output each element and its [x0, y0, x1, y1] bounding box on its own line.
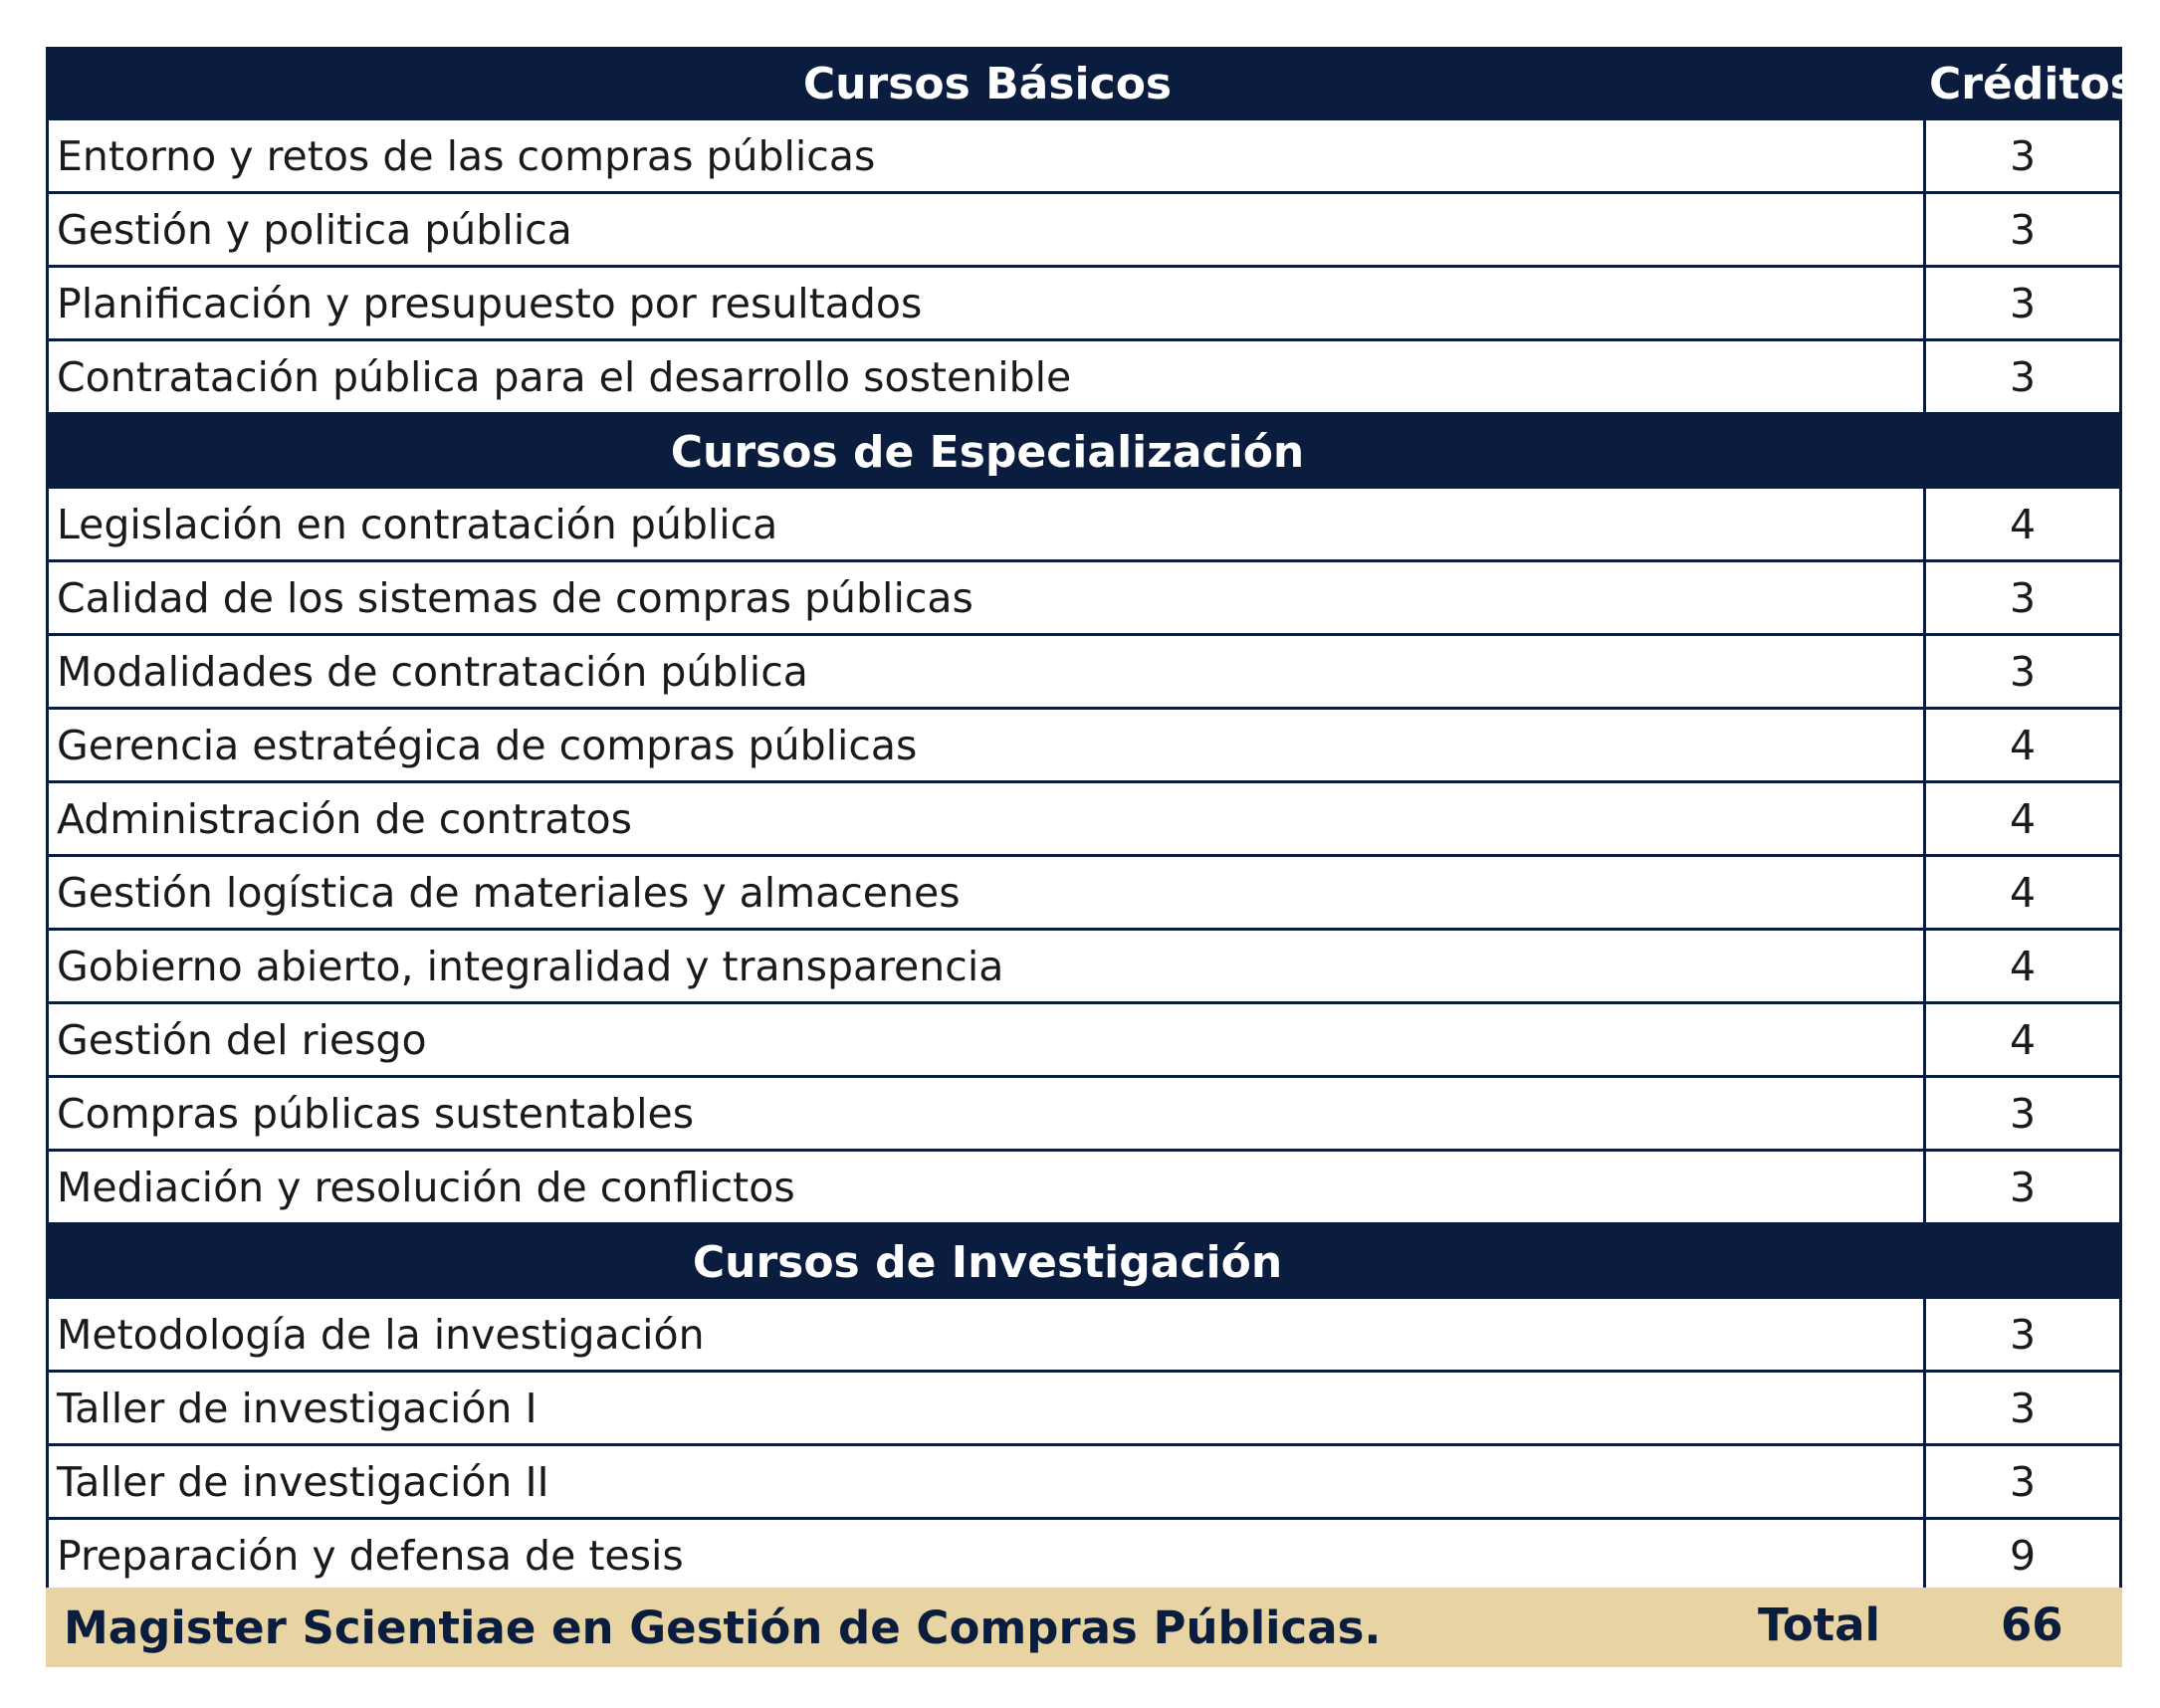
course-credits: 3: [2009, 573, 2037, 622]
course-row: [46, 1004, 2122, 1078]
course-row: [46, 562, 2122, 636]
course-name: Taller de investigación I: [49, 1373, 1926, 1443]
course-row: [46, 710, 2122, 783]
section-title: Cursos Básicos: [802, 58, 1173, 109]
course-row: [46, 857, 2122, 931]
course-row: [46, 341, 2122, 415]
credits-column-header: Créditos: [1929, 58, 2136, 109]
course-credits: 3: [2009, 1310, 2037, 1359]
course-credits: 3: [2009, 1163, 2037, 1211]
section-header-basicos: [46, 47, 2136, 120]
course-name: Entorno y retos de las compras públicas: [49, 120, 1926, 191]
course-credits: 3: [2009, 1384, 2037, 1432]
course-name: Gestión y politica pública: [49, 194, 1926, 265]
course-row: [46, 1520, 2122, 1594]
course-credits: 3: [2009, 647, 2037, 696]
course-row: [46, 1446, 2122, 1520]
degree-title: Magister Scientiae en Gestión de Compras Públicas.: [64, 1601, 1382, 1654]
course-name: Mediación y resolución de conflictos: [49, 1152, 1926, 1222]
course-row: [46, 1152, 2122, 1225]
course-credits: 3: [2009, 1089, 2037, 1138]
course-credits: 3: [2009, 131, 2037, 180]
course-row: [46, 268, 2122, 341]
degree-total-bar: [46, 1588, 2122, 1667]
course-credits: 3: [2009, 205, 2037, 254]
course-name: Gerencia estratégica de compras públicas: [49, 710, 1926, 780]
total-credits-value: 66: [2001, 1598, 2063, 1651]
course-credits: 4: [2009, 942, 2037, 990]
section-title: Cursos de Investigación: [692, 1236, 1283, 1288]
course-row: [46, 931, 2122, 1004]
course-credits: 3: [2009, 352, 2037, 401]
course-row: [46, 194, 2122, 268]
course-row: [46, 636, 2122, 710]
course-name: Contratación pública para el desarrollo sostenible: [49, 341, 1926, 412]
course-credits: 3: [2009, 279, 2037, 327]
course-credits: 4: [2009, 500, 2037, 548]
course-row: [46, 120, 2122, 194]
course-name: Compras públicas sustentables: [49, 1078, 1926, 1149]
course-name: Gestión del riesgo: [49, 1004, 1926, 1075]
course-name: Planificación y presupuesto por resultados: [49, 268, 1926, 338]
course-credits: 4: [2009, 721, 2037, 769]
course-name: Metodología de la investigación: [49, 1299, 1926, 1370]
course-name: Administración de contratos: [49, 783, 1926, 854]
section-title: Cursos de Especialización: [670, 426, 1305, 478]
course-row: [46, 489, 2122, 562]
course-name: Gestión logística de materiales y almacenes: [49, 857, 1926, 928]
course-credits: 4: [2009, 794, 2037, 843]
course-row: [46, 1373, 2122, 1446]
course-credits: 3: [2009, 1457, 2037, 1506]
section-header-especializacion: [46, 415, 2122, 489]
course-credits: 4: [2009, 868, 2037, 917]
course-name: Preparación y defensa de tesis: [49, 1520, 1926, 1591]
course-row: [46, 1078, 2122, 1152]
course-credits: 9: [2009, 1531, 2037, 1580]
course-row: [46, 1299, 2122, 1373]
total-label: Total: [1758, 1598, 1880, 1651]
section-header-investigacion: [46, 1225, 2122, 1299]
course-name: Legislación en contratación pública: [49, 489, 1926, 559]
course-credits: 4: [2009, 1015, 2037, 1064]
course-row: [46, 783, 2122, 857]
course-name: Gobierno abierto, integralidad y transparencia: [49, 931, 1926, 1001]
curriculum-table: [46, 47, 2136, 1594]
course-name: Calidad de los sistemas de compras públicas: [49, 562, 1926, 633]
course-name: Taller de investigación II: [49, 1446, 1926, 1517]
course-name: Modalidades de contratación pública: [49, 636, 1926, 707]
